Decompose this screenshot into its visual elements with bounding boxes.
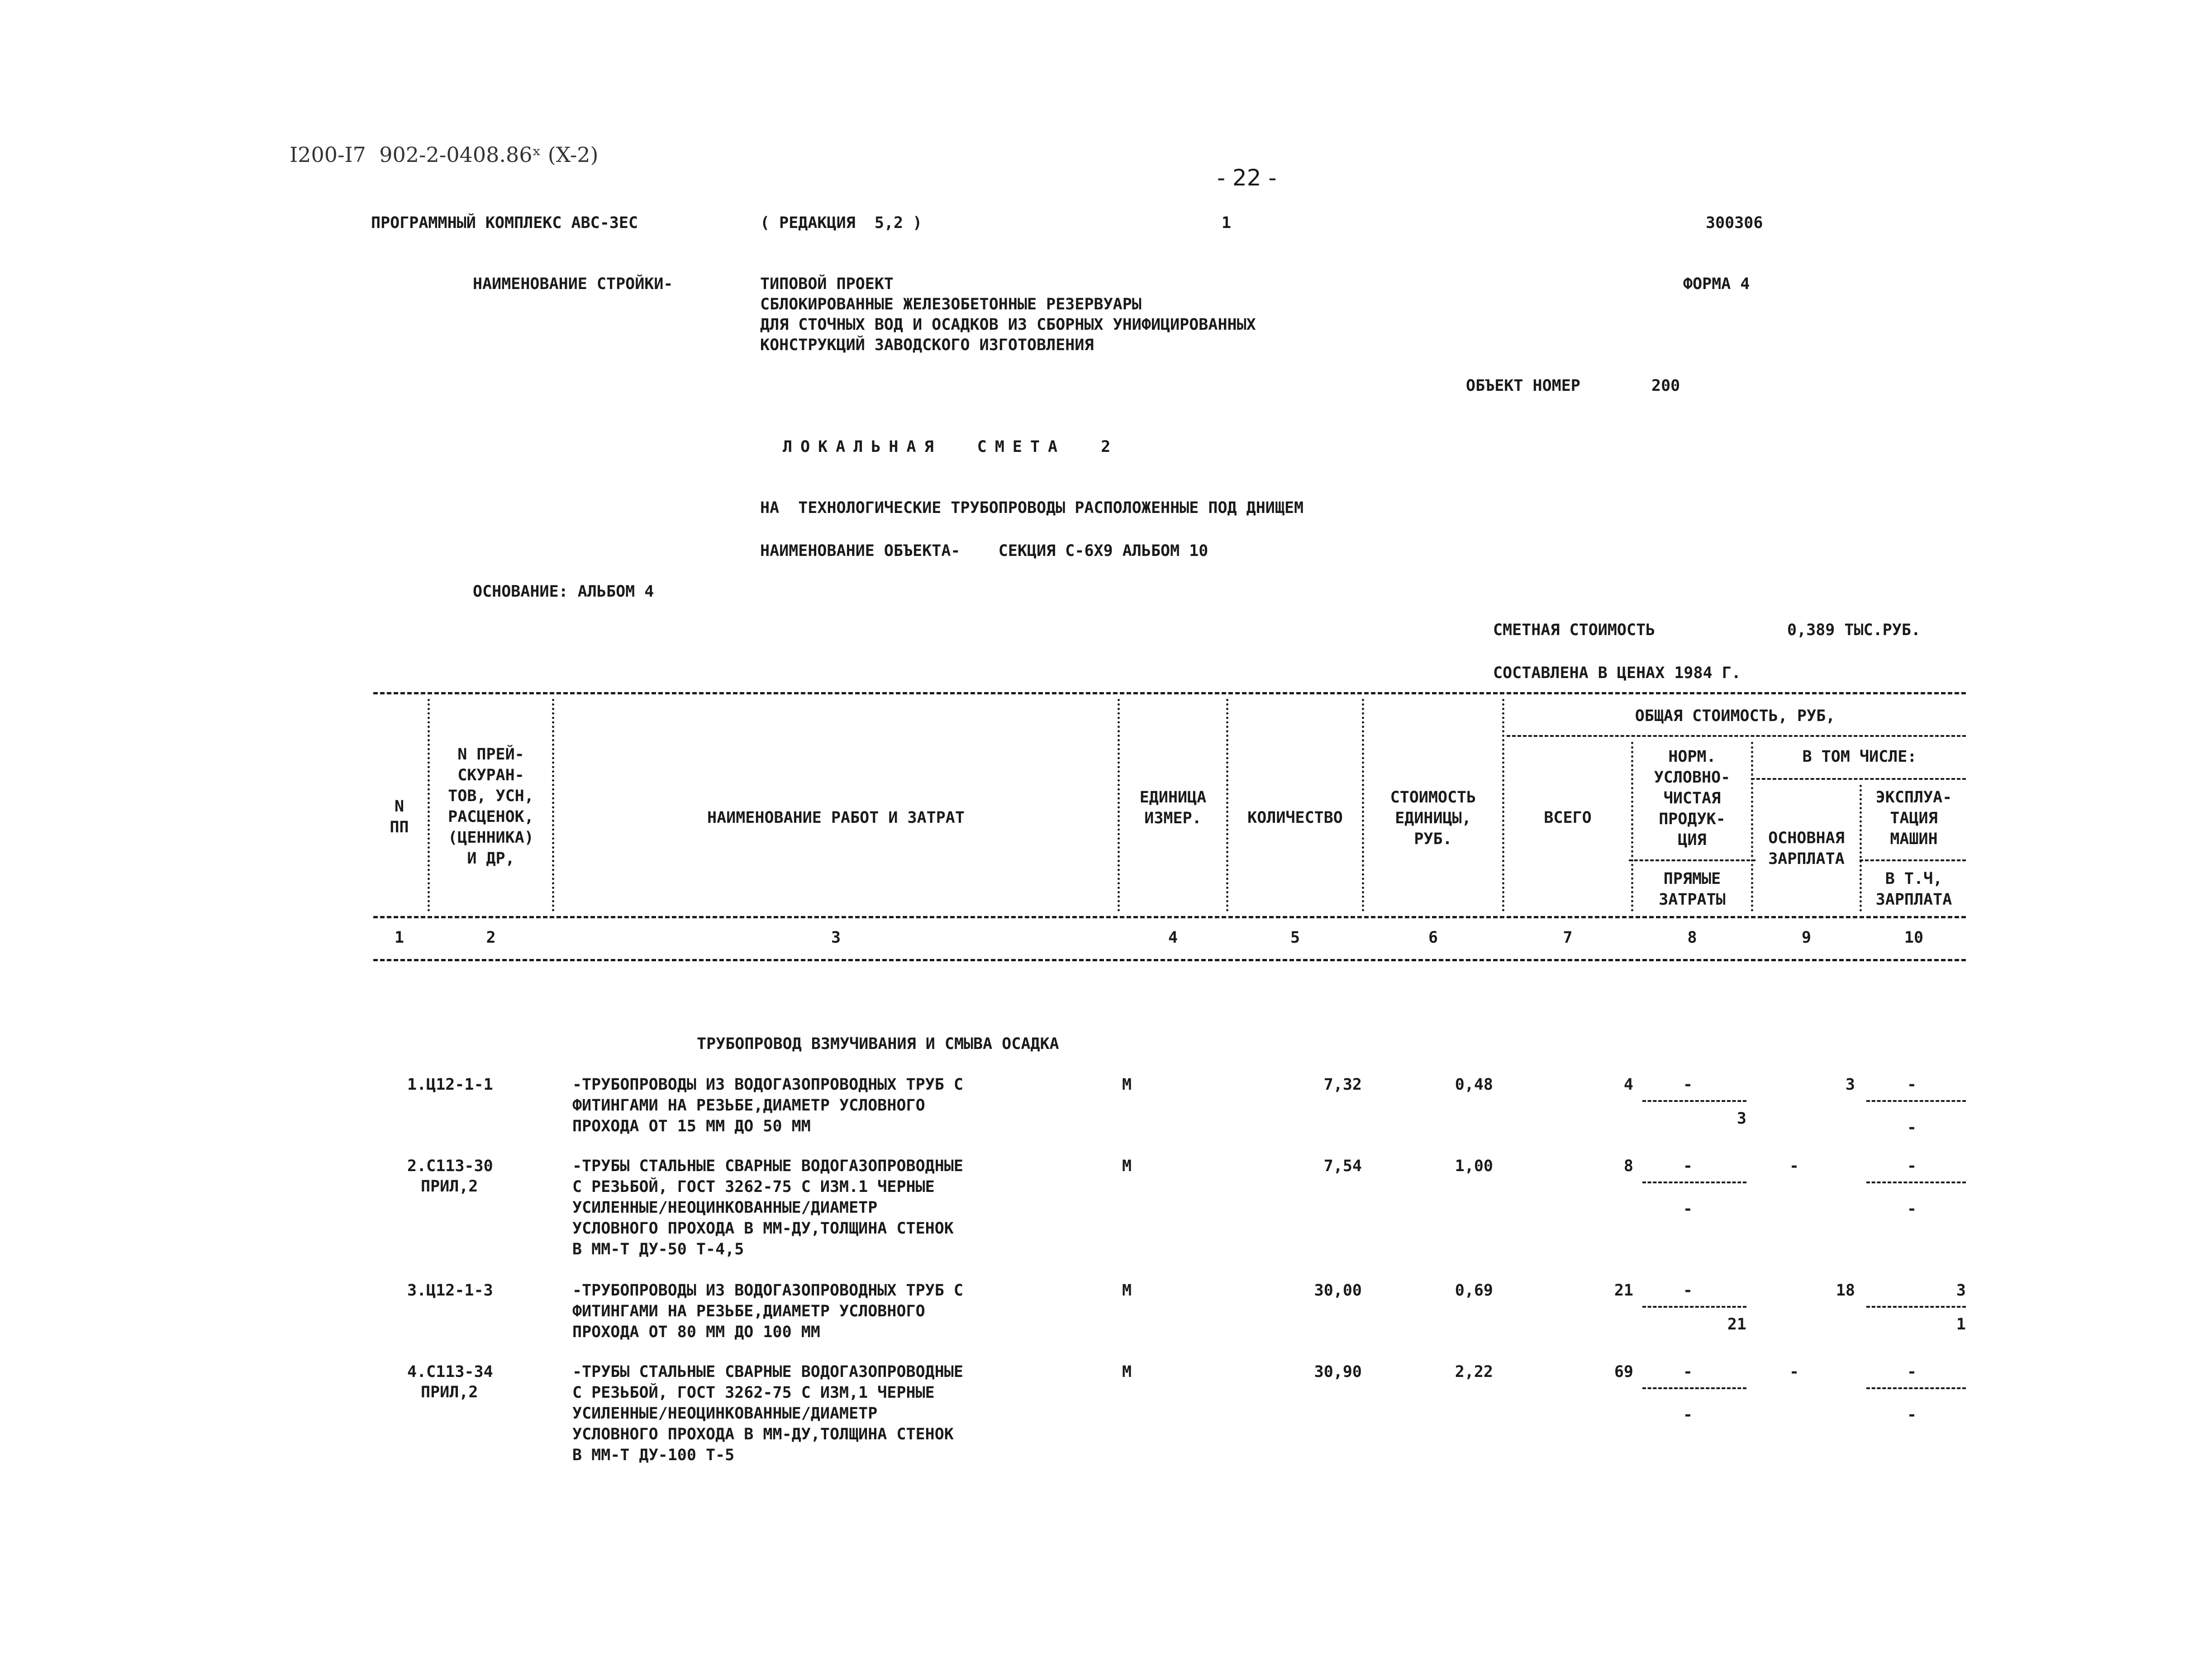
- construction-line-3: ДЛЯ СТОЧНЫХ ВОД И ОСАДКОВ ИЗ СБОРНЫХ УНИФИЦИРОВАННЫХ: [760, 316, 1256, 334]
- row-unit: М: [1122, 1076, 1132, 1094]
- header-unit-cost: СТОИМОСТЬ ЕДИНИЦЫ, РУБ.: [1390, 788, 1476, 848]
- row-code: 2.С113-30: [407, 1157, 493, 1175]
- price-basis: СОСТАВЛЕНА В ЦЕНАХ 1984 Г.: [1493, 664, 1741, 682]
- column-number: 3: [831, 929, 841, 947]
- program-code: 300306: [1706, 214, 1763, 232]
- fraction-rule: [1642, 1306, 1746, 1308]
- col10-split-rule: [1860, 859, 1966, 861]
- row-description: -ТРУБОПРОВОДЫ ИЗ ВОДОГАЗОПРОВОДНЫХ ТРУБ С ФИТИНГАМИ НА РЕЗЬБЕ,ДИАМЕТР УСЛОВНОГО ПРОХОДА ОТ 15 ММ ДО 50 ММ: [572, 1076, 963, 1135]
- header-quantity: КОЛИЧЕСТВО: [1247, 809, 1343, 827]
- row-total: 4: [1623, 1076, 1633, 1094]
- row-code-appendix: ПРИЛ,2: [421, 1177, 478, 1196]
- row-direct-costs: -: [1683, 1200, 1693, 1218]
- header-net-product: НОРМ. УСЛОВНО- ЧИСТАЯ ПРОДУК- ЦИЯ: [1654, 748, 1731, 849]
- row-machine-salary: -: [1907, 1119, 1917, 1137]
- row-total: 21: [1614, 1281, 1633, 1300]
- fraction-rule: [1642, 1182, 1746, 1183]
- header-row-number: N ПП: [390, 797, 409, 836]
- form-number: ФОРМА 4: [1683, 275, 1750, 293]
- object-name: НАИМЕНОВАНИЕ ОБЪЕКТА- СЕКЦИЯ С-6Х9 АЛЬБОМ 10: [760, 542, 1208, 560]
- column-number: 2: [486, 929, 496, 947]
- estimate-purpose: НА ТЕХНОЛОГИЧЕСКИЕ ТРУБОПРОВОДЫ РАСПОЛОЖЕННЫЕ ПОД ДНИЩЕМ: [760, 499, 1304, 517]
- construction-line-2: СБЛОКИРОВАННЫЕ ЖЕЛЕЗОБЕТОННЫЕ РЕЗЕРВУАРЫ: [760, 295, 1142, 313]
- row-total: 69: [1614, 1363, 1633, 1381]
- row-unit: М: [1122, 1363, 1132, 1381]
- fraction-rule: [1866, 1387, 1966, 1389]
- row-code: 3.Ц12-1-3: [407, 1281, 493, 1300]
- object-number-value: 200: [1651, 377, 1680, 395]
- header-total: ВСЕГО: [1544, 809, 1592, 827]
- header-work-name: НАИМЕНОВАНИЕ РАБОТ И ЗАТРАТ: [707, 809, 965, 827]
- row-machine-operation: 3: [1956, 1281, 1966, 1300]
- col8-split-rule: [1629, 859, 1755, 861]
- row-quantity: 30,90: [1314, 1363, 1362, 1381]
- row-quantity: 7,32: [1323, 1076, 1362, 1094]
- header-direct-costs: ПРЯМЫЕ ЗАТРАТЫ: [1659, 870, 1726, 909]
- row-machine-salary: 1: [1956, 1315, 1966, 1334]
- estimated-cost-label: СМЕТНАЯ СТОИМОСТЬ: [1493, 621, 1655, 639]
- header-machine-operation: ЭКСПЛУА- ТАЦИЯ МАШИН: [1875, 788, 1952, 848]
- row-total: 8: [1623, 1157, 1633, 1175]
- table-top-rule: [373, 692, 1966, 694]
- row-description: -ТРУБЫ СТАЛЬНЫЕ СВАРНЫЕ ВОДОГАЗОПРОВОДНЫЕ С РЕЗЬБОЙ, ГОСТ 3262-75 С ИЗМ,1 ЧЕРНЫЕ УСИЛЕННЫЕ/НЕОЦИНКОВАННЫЕ/ДИАМЕТР УСЛОВНОГО ПРОХОДА В ММ-ДУ,ТОЛЩИНА СТЕНОК В ММ-Т ДУ-100 Т-5: [572, 1363, 963, 1464]
- row-code: 4.С113-34: [407, 1363, 493, 1381]
- column-number: 10: [1904, 929, 1924, 947]
- header-including-group: В ТОМ ЧИСЛЕ:: [1802, 748, 1917, 766]
- row-net-product: -: [1683, 1076, 1693, 1094]
- fraction-rule: [1866, 1182, 1966, 1183]
- col-separator: [552, 699, 554, 911]
- incl-group-rule: [1751, 778, 1966, 780]
- column-number: 6: [1428, 929, 1438, 947]
- row-unit-cost: 2,22: [1455, 1363, 1493, 1381]
- column-number: 4: [1168, 929, 1178, 947]
- row-net-product: -: [1683, 1157, 1693, 1175]
- row-machine-salary: -: [1907, 1200, 1917, 1218]
- row-description: -ТРУБЫ СТАЛЬНЫЕ СВАРНЫЕ ВОДОГАЗОПРОВОДНЫЕ С РЕЗЬБОЙ, ГОСТ 3262-75 С ИЗМ.1 ЧЕРНЫЕ УСИЛЕННЫЕ/НЕОЦИНКОВАННЫЕ/ДИАМЕТР УСЛОВНОГО ПРОХОДА В ММ-ДУ,ТОЛЩИНА СТЕНОК В ММ-Т ДУ-50 Т-4,5: [572, 1157, 963, 1258]
- row-machine-operation: -: [1907, 1363, 1917, 1381]
- program-edition: ( РЕДАКЦИЯ 5,2 ): [760, 214, 923, 232]
- header-total-group: ОБЩАЯ СТОИМОСТЬ, РУБ,: [1635, 707, 1836, 725]
- row-base-salary: -: [1789, 1363, 1799, 1381]
- column-number: 8: [1687, 929, 1697, 947]
- row-base-salary: 18: [1836, 1281, 1855, 1300]
- row-unit-cost: 1,00: [1455, 1157, 1493, 1175]
- col-separator: [1226, 699, 1228, 911]
- page-number: - 22 -: [1217, 165, 1277, 191]
- construction-line-1: ТИПОВОЙ ПРОЕКТ: [760, 275, 894, 293]
- col-separator: [1502, 699, 1504, 911]
- column-number: 7: [1563, 929, 1573, 947]
- estimated-cost-value: 0,389 ТЫС.РУБ.: [1787, 621, 1921, 639]
- estimate-title: ЛОКАЛЬНАЯ СМЕТА 2: [783, 438, 1119, 456]
- column-number: 5: [1290, 929, 1300, 947]
- row-direct-costs: 21: [1727, 1315, 1746, 1334]
- fraction-rule: [1866, 1306, 1966, 1308]
- construction-line-4: КОНСТРУКЦИЙ ЗАВОДСКОГО ИЗГОТОВЛЕНИЯ: [760, 336, 1094, 354]
- colnum-bottom-rule: [373, 959, 1966, 961]
- row-unit-cost: 0,69: [1455, 1281, 1493, 1300]
- header-base-salary: ОСНОВНАЯ ЗАРПЛАТА: [1768, 829, 1845, 868]
- total-group-rule: [1507, 735, 1966, 737]
- row-base-salary: -: [1789, 1157, 1799, 1175]
- row-description: -ТРУБОПРОВОДЫ ИЗ ВОДОГАЗОПРОВОДНЫХ ТРУБ С ФИТИНГАМИ НА РЕЗЬБЕ,ДИАМЕТР УСЛОВНОГО ПРОХОДА ОТ 80 ММ ДО 100 ММ: [572, 1281, 963, 1341]
- row-quantity: 30,00: [1314, 1281, 1362, 1300]
- program-name: ПРОГРАММНЫЙ КОМПЛЕКС АВС-ЗЕС: [371, 214, 638, 232]
- row-direct-costs: -: [1683, 1406, 1693, 1424]
- row-quantity: 7,54: [1323, 1157, 1362, 1175]
- row-base-salary: 3: [1845, 1076, 1855, 1094]
- row-code: 1.Ц12-1-1: [407, 1076, 493, 1094]
- fraction-rule: [1642, 1100, 1746, 1102]
- row-direct-costs: 3: [1736, 1110, 1746, 1128]
- row-machine-operation: -: [1907, 1157, 1917, 1175]
- row-net-product: -: [1683, 1363, 1693, 1381]
- col-separator: [1751, 742, 1753, 911]
- header-machine-salary: В Т.Ч, ЗАРПЛАТА: [1875, 870, 1952, 909]
- row-net-product: -: [1683, 1281, 1693, 1300]
- header-unit: ЕДИНИЦА ИЗМЕР.: [1139, 788, 1207, 827]
- construction-label: НАИМЕНОВАНИЕ СТРОЙКИ-: [473, 275, 673, 293]
- column-number: 1: [394, 929, 404, 947]
- row-unit: М: [1122, 1157, 1132, 1175]
- row-machine-operation: -: [1907, 1076, 1917, 1094]
- header-price-list: N ПРЕЙ- СКУРАН- ТОВ, УСН, РАСЦЕНОК, (ЦЕННИКА) И ДР,: [448, 745, 534, 868]
- fraction-rule: [1642, 1387, 1746, 1389]
- row-code-appendix: ПРИЛ,2: [421, 1383, 478, 1401]
- row-machine-salary: -: [1907, 1406, 1917, 1424]
- object-number-label: ОБЪЕКТ НОМЕР: [1466, 377, 1580, 395]
- section-title: ТРУБОПРОВОД ВЗМУЧИВАНИЯ И СМЫВА ОСАДКА: [697, 1035, 1059, 1053]
- document-reference: I200-I7 902-2-0408.86ˣ (X-2): [290, 142, 599, 167]
- column-number: 9: [1801, 929, 1812, 947]
- header-bottom-rule: [373, 916, 1966, 918]
- row-unit: М: [1122, 1281, 1132, 1300]
- fraction-rule: [1866, 1100, 1966, 1102]
- row-unit-cost: 0,48: [1455, 1076, 1493, 1094]
- estimate-basis: ОСНОВАНИЕ: АЛЬБОМ 4: [473, 583, 654, 601]
- sheet-number: 1: [1222, 214, 1232, 232]
